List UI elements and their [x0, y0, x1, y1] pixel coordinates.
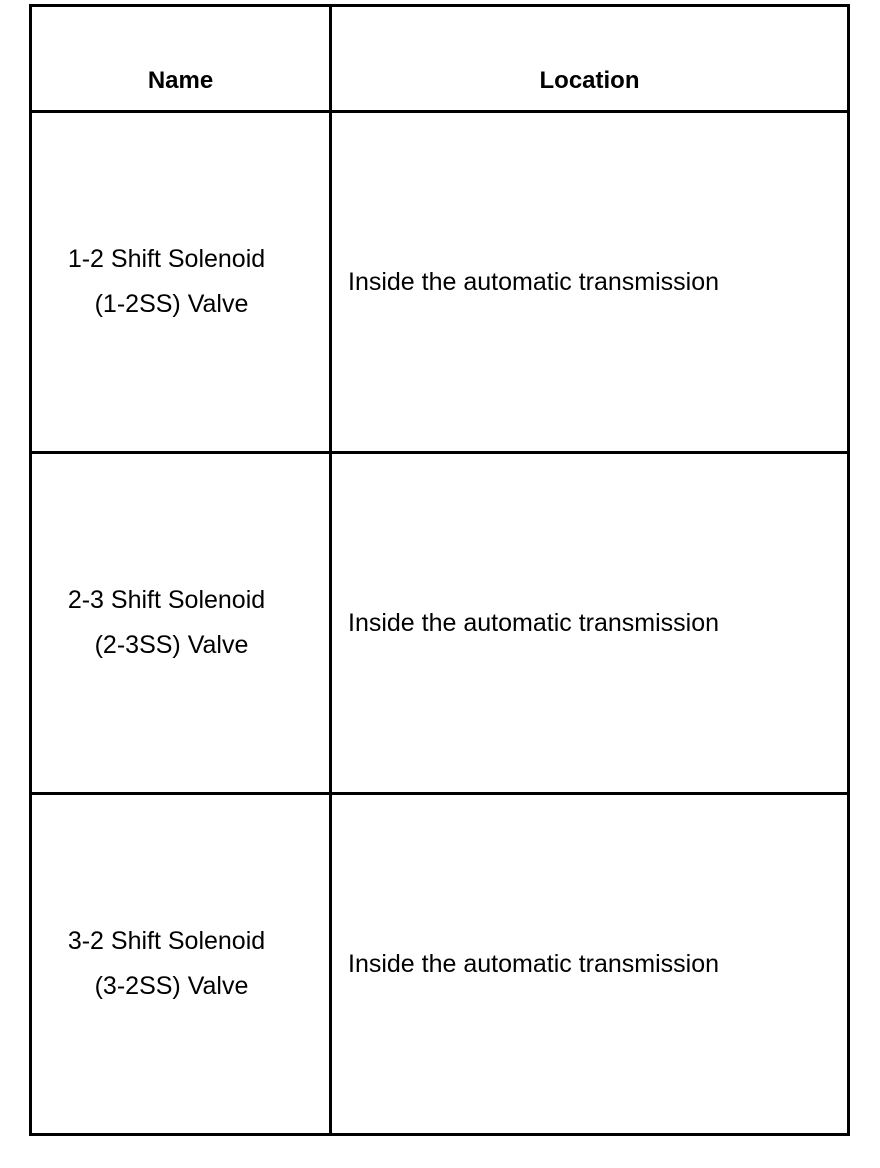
cell-name	[31, 794, 331, 1135]
table-row	[31, 453, 849, 794]
name-line-1: 3-2 Shift Solenoid	[67, 927, 266, 955]
solenoid-location-table	[29, 4, 850, 1136]
table-header-row	[31, 6, 849, 112]
table-row	[31, 794, 849, 1135]
table-row	[31, 112, 849, 453]
document-page	[29, 4, 847, 1141]
name-line-2: (1-2SS) Valve	[94, 290, 249, 318]
name-line-1: 1-2 Shift Solenoid	[67, 245, 266, 273]
cell-location: Inside the automatic transmission	[331, 112, 849, 453]
cell-location: Inside the automatic transmission	[331, 453, 849, 794]
column-header-location: Location	[331, 6, 849, 112]
column-header-name: Name	[31, 6, 331, 112]
cell-location: Inside the automatic transmission	[331, 794, 849, 1135]
cell-name	[31, 112, 331, 453]
cell-name	[31, 453, 331, 794]
name-line-1: 2-3 Shift Solenoid	[67, 586, 266, 614]
name-line-2: (2-3SS) Valve	[94, 631, 249, 659]
name-line-2: (3-2SS) Valve	[94, 972, 249, 1000]
